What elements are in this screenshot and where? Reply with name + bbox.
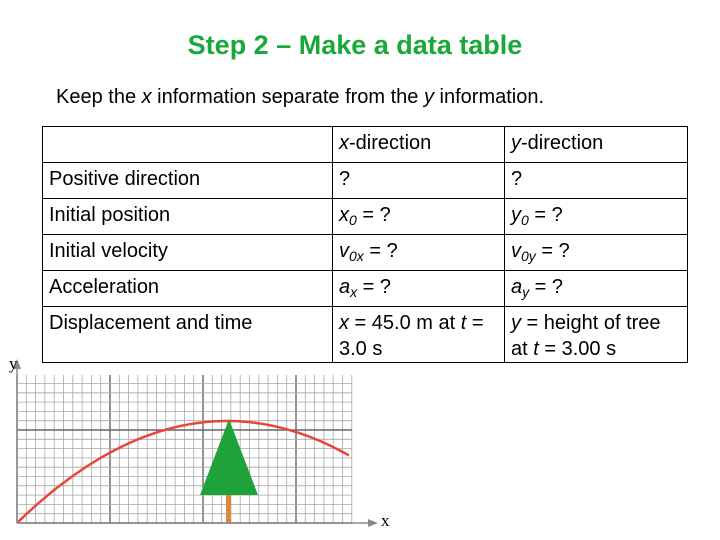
position-x-rest: = ? [356, 204, 391, 226]
subtitle-part-1: Keep the [56, 86, 142, 108]
header-label-cell [43, 127, 333, 163]
acceleration-x-value [333, 271, 505, 307]
slide-title: Step 2 – Make a data table [187, 30, 523, 60]
subtitle-y-var: y [423, 86, 434, 108]
row-label-velocity: Initial velocity [43, 235, 333, 271]
displacement-y-mid: = height of tree at [511, 312, 661, 360]
acceleration-y-rest: = ? [529, 276, 564, 298]
table-row [43, 235, 688, 271]
table-row [43, 271, 688, 307]
acceleration-y-var: a [511, 276, 523, 298]
velocity-y-sub: 0y [521, 248, 536, 264]
acceleration-x-rest: = ? [357, 276, 392, 298]
position-y-rest: = ? [528, 204, 563, 226]
row-label-displacement: Displacement and time [43, 307, 333, 363]
trajectory-graph [0, 345, 420, 540]
velocity-x-rest: = ? [363, 240, 398, 262]
row-label-positive: Positive direction [43, 163, 333, 199]
trajectory-curve [17, 421, 349, 523]
displacement-y-end: = 3.00 s [538, 338, 617, 360]
header-x-direction [333, 127, 505, 163]
velocity-y-var: v [511, 240, 521, 262]
displacement-x-var: x [339, 312, 349, 334]
x-axis-arrow-icon [368, 519, 378, 527]
velocity-x-var: v [339, 240, 349, 262]
displacement-x-end: = 3.0 s [339, 312, 484, 360]
velocity-y-value [505, 235, 688, 271]
displacement-y-t: t [533, 338, 539, 360]
table-header-row [43, 127, 688, 163]
row-label-acceleration: Acceleration [43, 271, 333, 307]
x-axis-label: x [381, 511, 390, 530]
position-y-var: y [511, 204, 521, 226]
position-y-value [505, 199, 688, 235]
header-y-suffix: -direction [521, 132, 604, 154]
position-x-sub: 0 [349, 212, 357, 228]
y-axis-label: y [9, 354, 18, 373]
subtitle-part-3: information. [433, 86, 545, 108]
slide-subtitle [56, 86, 544, 109]
displacement-x-t: t [460, 312, 467, 334]
acceleration-y-value [505, 271, 688, 307]
header-x-var: x [339, 132, 349, 154]
header-x-suffix: -direction [349, 132, 432, 154]
position-y-sub: 0 [521, 212, 529, 228]
displacement-y-value [505, 307, 688, 363]
table-row [43, 199, 688, 235]
tree-trunk [226, 495, 231, 523]
displacement-y-var: y [511, 312, 521, 334]
displacement-x-mid: = 45.0 m at [349, 312, 461, 334]
grid [17, 375, 352, 523]
velocity-x-value [333, 235, 505, 271]
positive-y-value: ? [505, 163, 688, 199]
velocity-y-rest: = ? [535, 240, 570, 262]
subtitle-part-2: information separate from the [151, 86, 424, 108]
data-table [42, 126, 688, 363]
acceleration-x-sub: x [350, 284, 358, 300]
header-y-var: y [511, 132, 521, 154]
position-x-var: x [339, 204, 349, 226]
positive-x-value: ? [333, 163, 505, 199]
acceleration-x-var: a [339, 276, 351, 298]
acceleration-y-sub: y [522, 284, 530, 300]
subtitle-x-var: x [141, 86, 152, 108]
velocity-x-sub: 0x [349, 248, 364, 264]
position-x-value [333, 199, 505, 235]
table-row [43, 163, 688, 199]
header-y-direction [505, 127, 688, 163]
row-label-position: Initial position [43, 199, 333, 235]
